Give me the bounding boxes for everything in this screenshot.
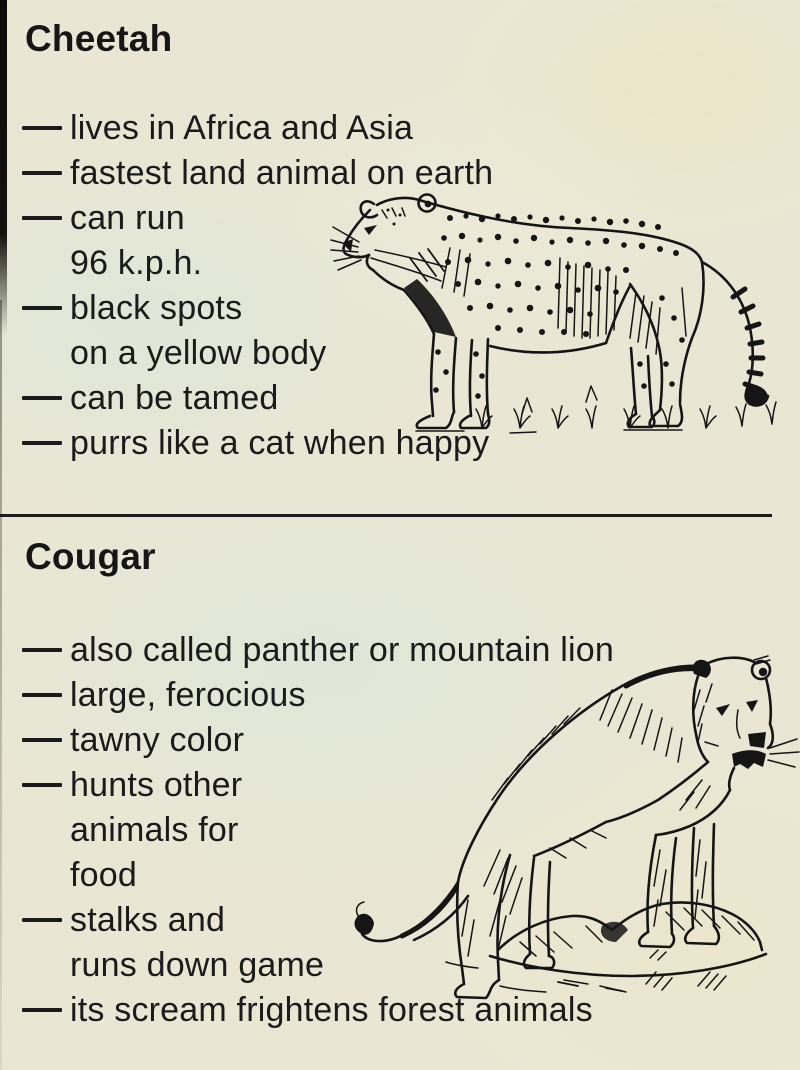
dash-bullet — [22, 441, 62, 445]
fact-text: hunts other — [70, 766, 243, 804]
fact-text: fastest land animal on earth — [70, 154, 494, 192]
fact-text: food — [70, 856, 137, 894]
dash-bullet — [22, 783, 62, 787]
fact-text: stalks and — [70, 901, 226, 939]
fact-text: large, ferocious — [70, 676, 306, 714]
fact-line — [22, 898, 614, 943]
dash-bullet — [22, 126, 62, 130]
fact-line-continuation — [22, 853, 614, 898]
dash-bullet — [22, 738, 62, 742]
dash-bullet — [22, 1008, 62, 1012]
fact-text: runs down game — [70, 946, 325, 984]
fact-line — [22, 628, 614, 673]
section-heading-cheetah: Cheetah — [25, 18, 173, 59]
fact-line — [22, 718, 614, 763]
fact-line — [22, 151, 493, 196]
dash-bullet — [22, 693, 62, 697]
fact-line — [22, 106, 493, 151]
cheetah-fact-list — [22, 106, 493, 466]
dash-bullet — [22, 648, 62, 652]
fact-text: animals for — [70, 811, 239, 849]
fact-text: also called panther or mountain lion — [70, 631, 614, 669]
section-divider — [0, 514, 772, 517]
fact-line-continuation — [22, 241, 493, 286]
dash-bullet — [22, 171, 62, 175]
fact-line-continuation — [22, 943, 614, 988]
dash-bullet — [22, 396, 62, 400]
fact-text: tawny color — [70, 721, 245, 759]
fact-text: can run — [70, 199, 185, 237]
fact-line — [22, 286, 493, 331]
fact-text: can be tamed — [70, 379, 279, 417]
fact-line — [22, 196, 493, 241]
scan-edge-shadow — [0, 0, 7, 335]
dash-bullet — [22, 306, 62, 310]
section-heading-cougar: Cougar — [25, 536, 156, 577]
fact-line — [22, 763, 614, 808]
fact-text: black spots — [70, 289, 243, 327]
fact-line — [22, 673, 614, 718]
fact-text: its scream frightens forest animals — [70, 991, 593, 1029]
fact-text: 96 k.p.h. — [70, 244, 203, 282]
dash-bullet — [22, 216, 62, 220]
fact-line — [22, 988, 614, 1033]
fact-line-continuation — [22, 808, 614, 853]
cougar-fact-list — [22, 628, 614, 1033]
fact-text: on a yellow body — [70, 334, 327, 372]
fact-text: lives in Africa and Asia — [70, 109, 414, 147]
scan-edge-hairline — [0, 300, 2, 1070]
fact-line — [22, 376, 493, 421]
fact-line — [22, 421, 493, 466]
dash-bullet — [22, 918, 62, 922]
fact-text: purrs like a cat when happy — [70, 424, 490, 462]
fact-line-continuation — [22, 331, 493, 376]
